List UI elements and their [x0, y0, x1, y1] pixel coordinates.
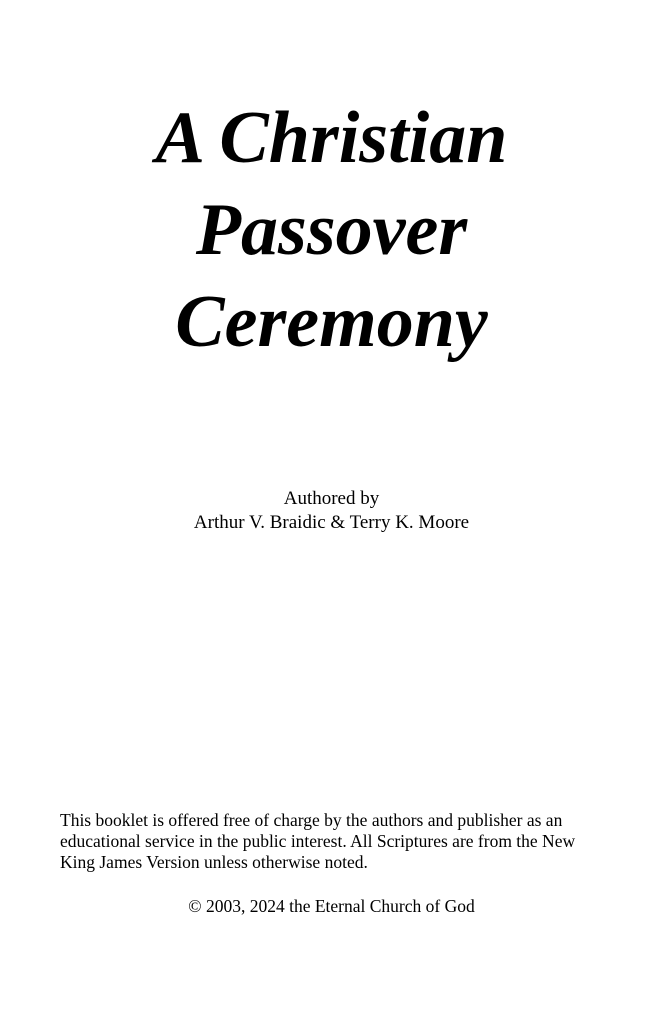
notice-line-1: This booklet is offered free of charge by the authors and publisher as an: [60, 810, 563, 830]
booklet-notice: [60, 810, 620, 873]
page-title: [0, 92, 663, 368]
notice-line-3: King James Version unless otherwise noted.: [60, 852, 368, 872]
authored-by-label: Authored by: [283, 488, 380, 509]
notice-line-2: educational service in the public interest. All Scriptures are from the New: [60, 831, 576, 851]
title-line-2: Passover: [195, 189, 468, 271]
authorship-block: [0, 487, 663, 535]
title-line-3: Ceremony: [175, 281, 488, 363]
author-names: Arthur V. Braidic & Terry K. Moore: [193, 512, 470, 533]
copyright-notice: © 2003, 2024 the Eternal Church of God: [188, 896, 475, 916]
title-line-1: A Christian: [155, 97, 508, 179]
